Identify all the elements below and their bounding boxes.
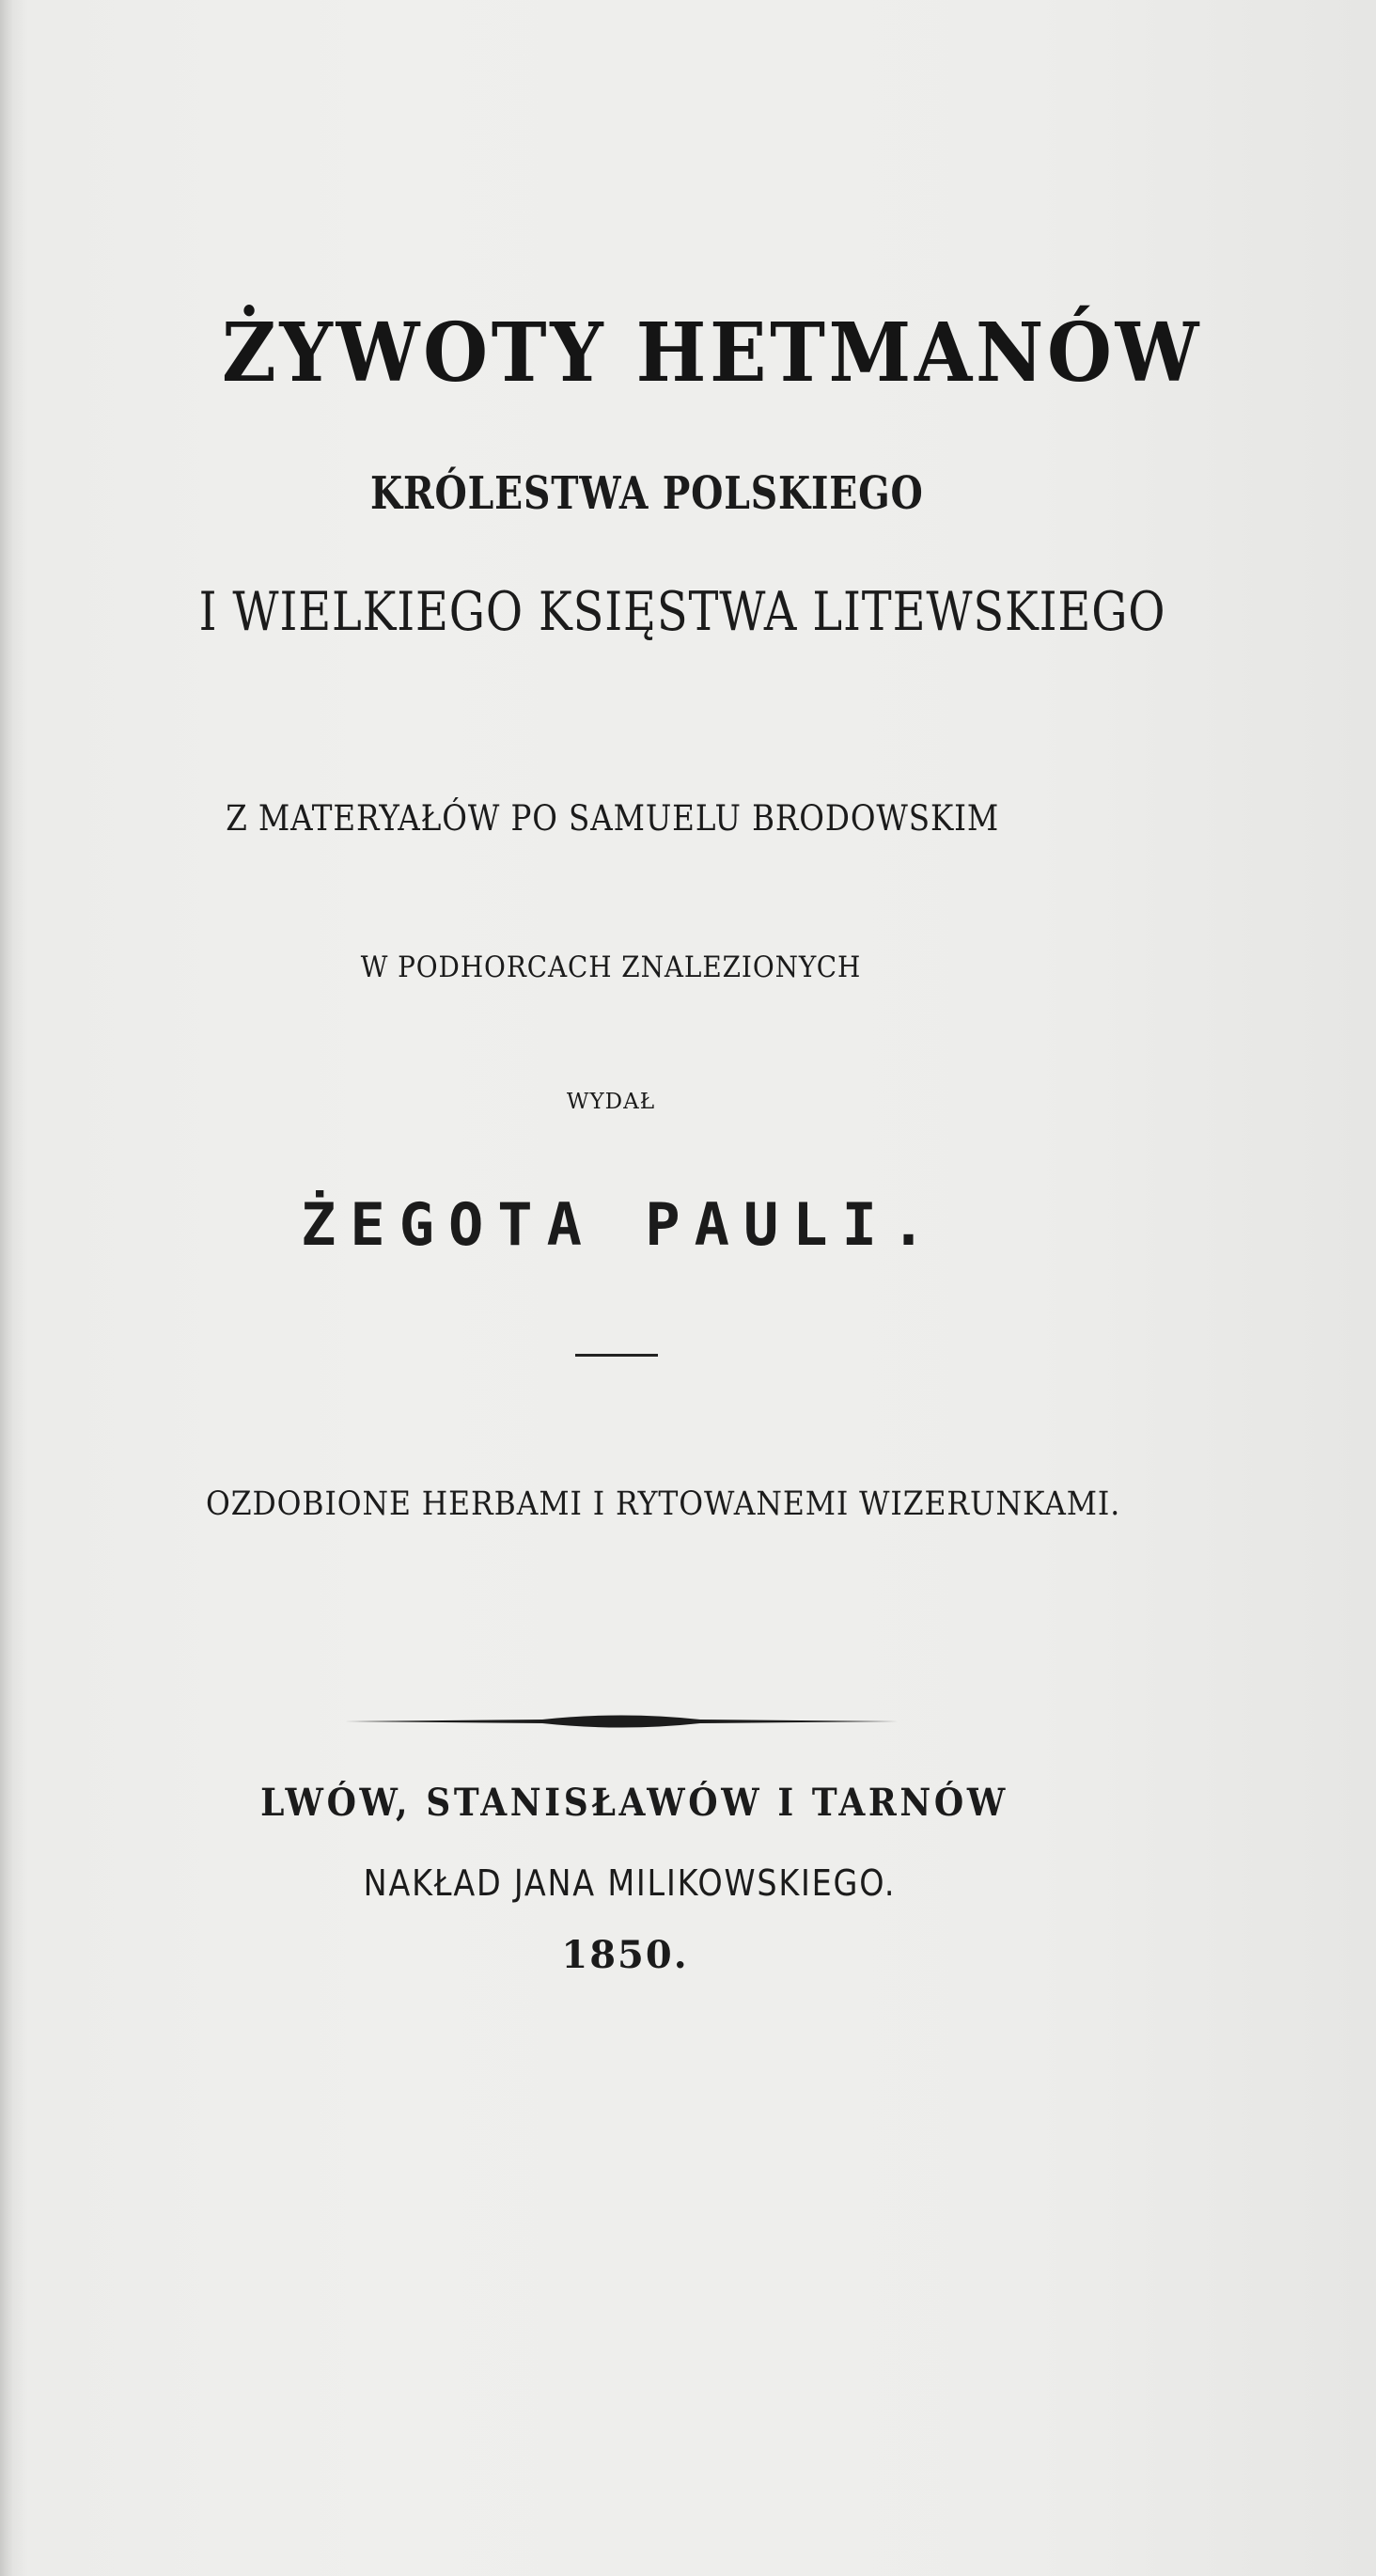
imprint-publisher: NAKŁAD JANA MILIKOWSKIEGO. [363, 1862, 897, 1904]
editor-label: WYDAŁ [566, 1090, 656, 1114]
source-line-2: W PODHORCACH ZNALEZIONYCH [360, 950, 862, 984]
decoration-note: OZDOBIONE HERBAMI I RYTOWANEMI WIZERUNKAMI. [206, 1485, 1121, 1523]
source-line-1: Z MATERYAŁÓW PO SAMUELU BRODOWSKIM [226, 798, 1000, 839]
editor-name: ŻEGOTA PAULI. [301, 1190, 941, 1259]
book-title: ŻYWOTY HETMANÓW [222, 306, 1203, 401]
imprint-cities: LWÓW, STANISŁAWÓW I TARNÓW [260, 1781, 1009, 1825]
subtitle-line-2: I WIELKIEGO KSIĘSTWA LITEWSKIEGO [198, 581, 1166, 643]
page-binding-edge [0, 0, 13, 2576]
ornamental-swell-rule [345, 1707, 898, 1736]
subtitle-line-1: KRÓLESTWA POLSKIEGO [370, 467, 924, 520]
imprint-year: 1850. [561, 1933, 689, 1977]
short-divider-rule [575, 1354, 658, 1357]
